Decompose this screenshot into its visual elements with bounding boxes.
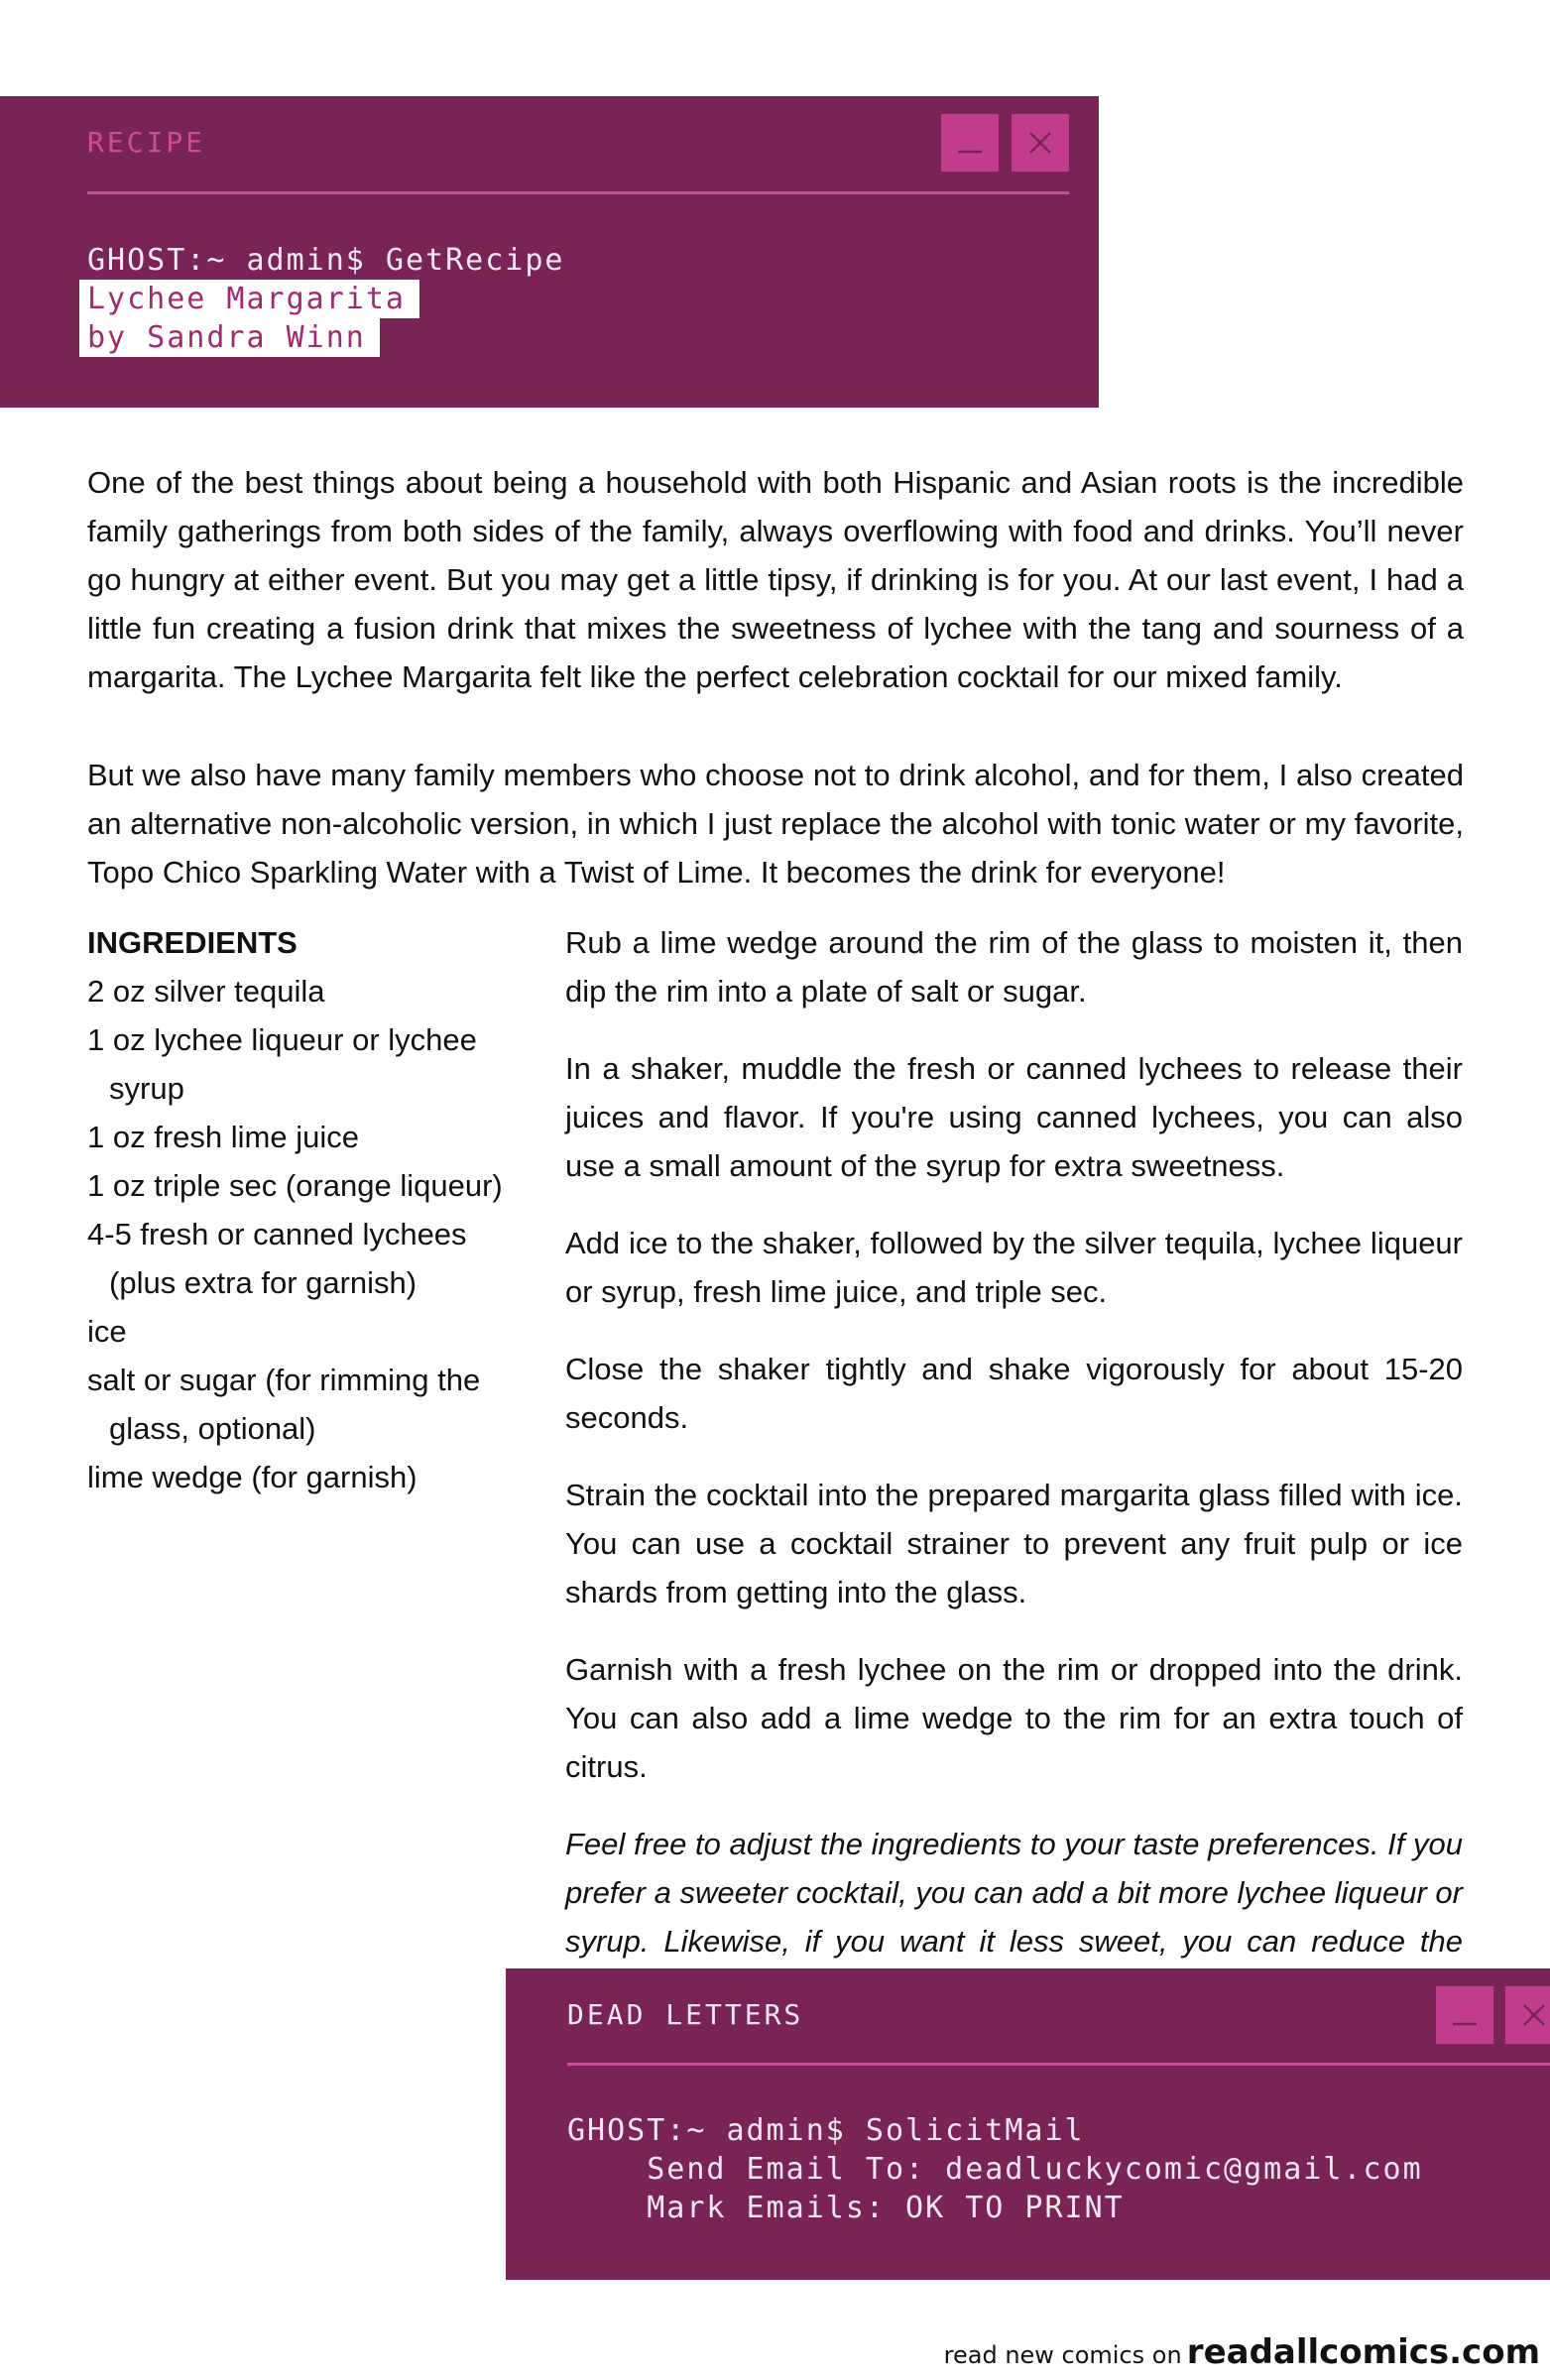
title-divider <box>87 191 1069 194</box>
title-divider <box>567 2063 1550 2066</box>
ingredient-item: salt or sugar (for rimming the glass, optional) <box>87 1363 481 1446</box>
instruction-step: In a shaker, muddle the fresh or canned lychees to release their juices and flavor. If you're using canned lychees, you can also use a small amount of the syrup for extra sweetness. <box>565 1051 1463 1183</box>
recipe-window-title: RECIPE <box>87 126 206 159</box>
site-footer <box>944 2332 1540 2372</box>
recipe-author: by Sandra Winn <box>79 318 380 357</box>
close-icon <box>1519 2000 1549 2030</box>
instruction-step: Add ice to the shaker, followed by the silver tequila, lychee liqueur or syrup, fresh lime juice, and triple sec. <box>565 1226 1463 1309</box>
instruction-step: Garnish with a fresh lychee on the rim or dropped into the drink. You can also add a lime wedge to the rim for an extra touch of citrus. <box>565 1652 1463 1784</box>
ingredient-item: 1 oz fresh lime juice <box>87 1120 359 1154</box>
intro-paragraph-2: But we also have many family members who choose not to drink alcohol, and for them, I also created an alternative non-alcoholic version, in which I just replace the alcohol with tonic water or my favorite, Topo Chico Sparkling Water with a Twist of Lime. It becomes the drink for everyone! <box>87 758 1464 890</box>
instruction-step: Rub a lime wedge around the rim of the glass to moisten it, then dip the rim into a plate of salt or sugar. <box>565 925 1463 1009</box>
instructions <box>565 918 1463 2043</box>
ingredient-item: lime wedge (for garnish) <box>87 1460 417 1494</box>
recipe-window <box>0 96 1099 408</box>
close-button[interactable] <box>1505 1986 1550 2044</box>
intro-paragraph-1: One of the best things about being a household with both Hispanic and Asian roots is the incredible family gatherings from both sides of the family, always overflowing with food and drinks. You’ll never go hungry at either event. But you may get a little tipsy, if drinking is for you. At our last event, I had a little fun creating a fusion drink that mixes the sweetness of lychee with the tang and sourness of a margarita. The Lychee Margarita felt like the perfect celebration cocktail for our mixed family. <box>87 465 1464 694</box>
instruction-step: Close the shaker tightly and shake vigorously for about 15-20 seconds. <box>565 1352 1463 1435</box>
ingredient-item: 1 oz triple sec (orange liqueur) <box>87 1168 503 1203</box>
terminal-command: GHOST:~ admin$ SolicitMail <box>567 2113 1085 2148</box>
ingredients-heading: INGREDIENTS <box>87 925 298 960</box>
close-icon <box>1025 128 1055 158</box>
instruction-step: Strain the cocktail into the prepared margarita glass filled with ice. You can use a cocktail strainer to prevent any fruit pulp or ice shards from getting into the glass. <box>565 1478 1463 1609</box>
ingredients-list <box>87 918 524 1501</box>
ingredient-item: 4-5 fresh or canned lychees (plus extra for garnish) <box>87 1217 467 1300</box>
recipe-note: Feel free to adjust the ingredients to your taste preferences. If you prefer a sweeter cocktail, you can add a bit more lychee liqueur or syrup. Likewise, if you want it less sweet, you can reduce the <box>565 1827 1463 1959</box>
terminal-output <box>567 2111 1423 2227</box>
recipe-name: Lychee Margarita <box>79 280 419 318</box>
footer-site-link[interactable]: readallcomics.com <box>1186 2332 1540 2372</box>
dead-letters-title: DEAD LETTERS <box>567 1998 804 2031</box>
minimize-button[interactable] <box>1436 1986 1493 2044</box>
minimize-icon <box>955 128 985 158</box>
email-line: Send Email To: deadluckycomic@gmail.com <box>567 2152 1423 2187</box>
minimize-button[interactable] <box>941 114 999 172</box>
ingredient-item: 1 oz lychee liqueur or lychee syrup <box>87 1022 477 1106</box>
minimize-icon <box>1450 2000 1480 2030</box>
print-line: Mark Emails: OK TO PRINT <box>567 2191 1125 2225</box>
terminal-command: GHOST:~ admin$ GetRecipe <box>87 243 565 278</box>
terminal-output <box>87 241 564 357</box>
close-button[interactable] <box>1012 114 1069 172</box>
footer-label: read new comics on <box>943 2341 1182 2369</box>
ingredient-item: 2 oz silver tequila <box>87 974 325 1009</box>
ingredient-item: ice <box>87 1314 127 1349</box>
dead-letters-window <box>506 1968 1550 2280</box>
